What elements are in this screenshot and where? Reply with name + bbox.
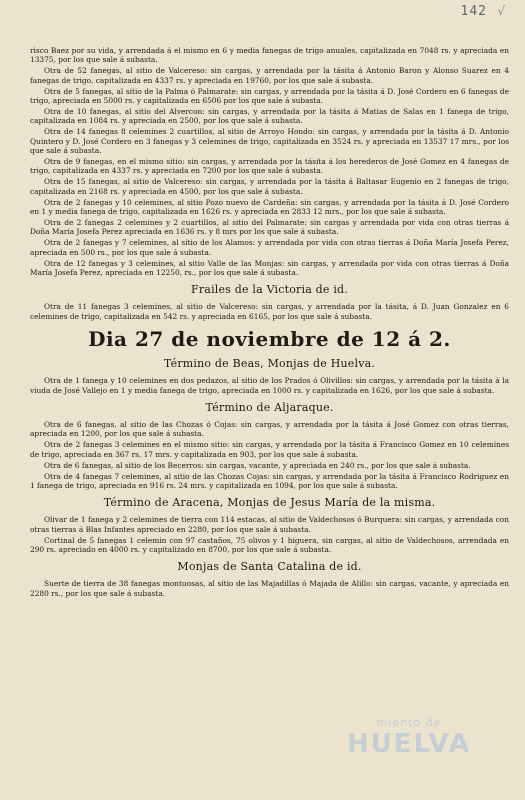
entry-paragraph: Otra de 2 fanegas 2 celemines y 2 cuartillos, al sitio del Palmarate: sin cargas y arrendada por vida con otras tierras á Doña María Josefa Perez apreciada en 1636 rs. y 8 mrs por los que sale á subasta. — [30, 217, 509, 237]
entry-paragraph: Otra de 15 fanegas, al sitio de Valcereso: sin cargas, y arrendada por la tásita á Baltasar Eugenio en 2 fanegas de trigo, capitalizada en 2168 rs. y apreciada en 4500, por los que sale á subasta. — [30, 177, 509, 196]
corner-check-mark: √ — [497, 4, 505, 18]
watermark-line-1: miento de — [376, 716, 442, 729]
page-folio-number: 142 — [460, 4, 487, 19]
entry-paragraph: Suerte de tierra de 38 fanegas montuosas, al sitio de las Majadillas ó Majada de Alillo: sin cargas, vacante, y apreciada en 2280 rs., por los que sale á subasta. — [30, 579, 509, 598]
entry-paragraph: Otra de 5 fanegas, al sitio de la Palma ó Palmarate: sin cargas, y arrendada por la tásita á D. José Cordero en 6 fanegas de trigo, apreciada en 5000 rs. y capitalizada en 6506 por los que sale á subasta. — [30, 86, 509, 106]
section-heading: Término de Aracena, Monjas de Jesus María de la misma. — [103, 496, 436, 510]
entry-paragraph: Otra de 9 fanegas, en el mismo sitio: sin cargas, y arrendada por la tásita á los herederos de José Gomez en 4 fanegas de trigo, capitalizada en 4337 rs. y apreciada en 7200 por los que sale á subasta. — [30, 156, 509, 176]
entry-paragraph: Cortinal de 5 fanegas 1 celemin con 97 castaños, 75 olivos y 1 higuera, sin cargas, al sitio de Valdechosos, arrendada en 290 rs. apreciado en 4000 rs. y capitalizado en 8700, por los que sale á subasta. — [30, 535, 509, 555]
entry-paragraph: Otra de 2 fanegas 3 celemines en el mismo sitio: sin cargas, y arrendada por la tásita á Francisco Gomez en 10 celemines de trigo, apreciada en 367 rs. 17 mrs. y capitalizada en 903, por los que sale á subasta. — [30, 440, 509, 459]
entry-paragraph: risco Baez por su vida, y arrendada á el mismo en 6 y media fanegas de trigo anuales, capitalizada en 7048 rs. y apreciada en 13375, por los que sale á subasta. — [30, 46, 509, 65]
entry-paragraph: Otra de 11 fanegas 3 celemines, al sitio de Valcereso: sin cargas, y arrendada por la tásita, á D. Juan Gonzalez en 6 celemines de trigo, capitalizada en 542 rs. y apreciada en 6165, por los que sale á subasta. — [30, 302, 509, 321]
section-heading: Término de Aljaraque. — [205, 400, 334, 414]
entry-paragraph: Otra de 4 fanegas 7 celemines, al sitio de las Chozas Cojas: sin cargas, y arrendada por la tásita á Francisco Rodriguez en 1 fanega de trigo, apreciada en 916 rs. 24 mrs. y capitalizada en 1094, por los que sale á subasta. — [30, 471, 509, 490]
archive-watermark — [319, 716, 499, 778]
document-body — [30, 46, 509, 598]
date-heading: Dia 27 de noviembre de 12 á 2. — [88, 327, 451, 352]
entry-paragraph: Otra de 6 fanegas, al sitio de los Becerros: sin cargas, vacante, y apreciada en 240 rs., por los que sale á subasta. — [44, 460, 471, 470]
entry-paragraph: Otra de 12 fanegas y 3 celemines, al sitio Valle de las Monjas: sin cargas, y arrendada por vida con otras tierras á Doña María Josefa Perez, apreciada en 12250, rs., por los que sale á subasta. — [30, 258, 509, 277]
watermark-line-2: HUELVA — [346, 729, 472, 759]
entry-paragraph: Otra de 2 fanegas y 10 celemines, al sitio Pozo nuevo de Cardeña: sin cargas, y arrendada por la tásita á D. José Cordero en 1 y media fanega de trigo, capitalizada en 1626 rs. y apreciada en 2833 12 mrs., por los que sale á subasta. — [30, 197, 509, 216]
entry-paragraph: Otra de 2 fanegas y 7 celemines, al sitio de los Alamos: y arrendada por vida con otras tierras á Doña María Josefa Perez, apreciada en 500 rs., por los que sale á subasta. — [30, 238, 509, 257]
section-heading: Frailes de la Victoria de id. — [191, 283, 348, 297]
entry-paragraph: Otra de 52 fanegas, al sitio de Valcereso: sin cargas, y arrendada por la tásita á Antonio Baron y Alonso Suarez en 4 fanegas de trigo, capitalizada en 4337 rs. y apreciada en 19760, por los que sale á subasta. — [30, 66, 509, 85]
entry-paragraph: Otra de 6 fanegas, al sitio de las Chozas ó Cojas: sin cargas, y arrendada por la tásita á José Gomez con otras tierras, apreciada en 1200, por los que sale á subasta. — [30, 419, 509, 439]
entry-paragraph: Otra de 14 fanegas 8 celemines 2 cuartillos, al sitio de Arroyo Hondo: sin cargas, y arrendada por la tásita á D. Antonio Quintero y D. José Cordero en 3 fanegas y 3 celemines de trigo, capitalizada en 3524 rs. y apreciada en 13537 17 mrs., por los que sale á subasta. — [30, 127, 509, 156]
entry-paragraph: Otra de 1 fanega y 10 celemines en dos pedazos, al sitio de los Prados ó Olivillos: sin cargas, y arrendada por la tásita á la viuda de José Vallejo en 1 y media fanega de trigo, apreciada en 1000 rs. y capitalizada en 1626, por los que sale á subasta. — [30, 376, 509, 395]
section-heading: Monjas de Santa Catalina de id. — [177, 560, 362, 574]
entry-paragraph: Otra de 10 fanegas, al sitio del Alvercon: sin cargas, y arrendada por la tásita á Matias de Salas en 1 fanega de trigo, capitalizada en 1084 rs. y apreciada en 2500, por los que sale á subasta. — [30, 106, 509, 126]
section-heading: Término de Beas, Monjas de Huelva. — [163, 357, 376, 371]
entry-paragraph: Olivar de 1 fanega y 2 celemines de tierra con 114 estacas, al sitio de Valdechosos ó Burquera: sin cargas, y arrendada con otras tierras á Blas Infantes apreciado en 2280, por los que sale á subasta. — [30, 515, 509, 534]
